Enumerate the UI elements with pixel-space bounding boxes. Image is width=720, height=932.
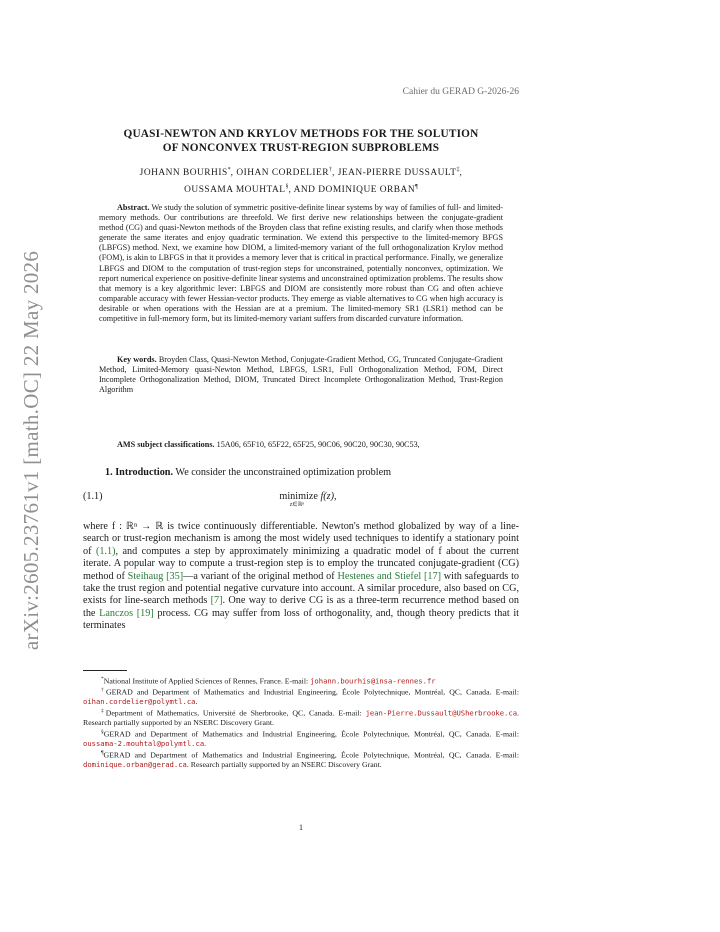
keywords: [83, 355, 519, 395]
author-mark: §: [285, 184, 289, 191]
author-and: AND: [293, 185, 316, 196]
author-mark: *: [227, 167, 231, 173]
footnote-text: GERAD and Department of Mathematics and Industrial Engineering, École Polytechnique, Montréal, QC, Canada. E-mail:: [105, 687, 520, 697]
footnote-mark: †: [101, 687, 106, 694]
paper-title: [83, 127, 519, 155]
footnotes: [83, 675, 519, 769]
abstract-text: We study the solution of symmetric positive-definite linear systems by way of families of full- and limited-memory methods. Our contributions are threefold. We first derive new relationships between the conjugate-gradient method (CG) and quasi-Newton methods of the Broyden class that refine existing results, and clarify when those methods generate the same iterates and enjoy quadratic termination. We extend this perspective to the limited-memory BFGS (LBFGS) method. Next, we examine how DIOM, a limited-memory variant of the full orthogonalization Krylov method (FOM), is akin to LBFGS in that it provides a memory lever that is critical in practical performance. Finally, we generalize LBFGS and DIOM to the computation of trust-region steps for unconstrained, potentially nonconvex, optimization. We report numerical experience on positive-definite linear systems and unconstrained optimization problems. The results show that memory is a key algorithmic lever: LBFGS and DIOM are consistently more robust than CG and often achieve comparable accuracy with fewer Hessian-vector products. They emerge as viable alternatives to CG when high accuracy is desirable or when operations with the Hessian are at a premium. The limited-memory SR1 (LSR1) method can be competitive in full-memory form, but its limited-memory variant suffers from discarded curvature information.: [99, 203, 504, 324]
ams-label: AMS subject classifications.: [117, 440, 215, 449]
citation-link-hestenes[interactable]: Hestenes and Stiefel: [337, 570, 422, 582]
footnote-text: . Research partially supported by an NSERC Discovery Grant.: [83, 708, 519, 728]
abstract: [83, 203, 519, 324]
citation-link-17[interactable]: [17]: [423, 570, 441, 582]
citation-link-7[interactable]: [7]: [210, 595, 223, 607]
author-name: JOHANN BOURHIS: [139, 168, 228, 179]
citation-link-lanczos[interactable]: Lanczos: [99, 607, 134, 619]
footnote-mark: ‡: [101, 707, 106, 714]
email-link[interactable]: oussama-2.mouhtal@polymtl.ca: [83, 738, 205, 748]
ams-text: 15A06, 65F10, 65F22, 65F25, 90C06, 90C20, 90C30, 90C53,: [216, 440, 420, 449]
section-heading: 1. Introduction.: [105, 467, 174, 478]
email-link[interactable]: oihan.cordelier@polymtl.ca: [83, 697, 196, 707]
footnote-5: [83, 749, 519, 770]
body-text: with safeguards to take the trust region and potential negative curvature into account. A similar procedure, also based on CG, exists for line-search methods: [83, 570, 519, 607]
intro-heading-line: [83, 467, 519, 479]
arxiv-id: arXiv:2605.23761v1 [math.OC] 22 May 2026: [19, 250, 44, 650]
body-text: —a variant of the original method of: [183, 570, 338, 582]
body-text: . One way to derive CG is as a three-term recurrence method based on the: [83, 595, 519, 619]
body-text: where f : ℝⁿ → ℝ is twice continuously differentiable. Newton's method globalized by way of a line-search or trust-region mechanism is among the most widely used techniques to identify a stationary point of: [83, 521, 519, 557]
series-header: Cahier du GERAD G-2026-26: [402, 87, 519, 97]
body-text: process. CG may suffer from loss of orthogonality, and, though theory predicts that it terminates: [83, 607, 519, 632]
footnote-text: . Research partially supported by an NSERC Discovery Grant.: [186, 759, 382, 769]
author-mark: ‡: [456, 167, 460, 173]
email-link[interactable]: jean-Pierre.Dussault@USherbrooke.ca: [365, 708, 518, 718]
equation-reference-link[interactable]: (1.1): [95, 545, 116, 557]
footnote-4: [83, 728, 519, 749]
footnote-text: .: [195, 697, 198, 707]
citation-link-steihaug[interactable]: Steihaug: [127, 570, 164, 582]
author-mark: ¶: [415, 184, 418, 191]
arxiv-sidebar-stamp: [18, 240, 46, 660]
abstract-label: Abstract.: [117, 203, 150, 212]
title-line-2: OF NONCONVEX TRUST-REGION SUBPROBLEMS: [162, 142, 440, 155]
footnote-mark: §: [101, 728, 104, 735]
author-name: OUSSAMA MOUHTAL: [184, 185, 286, 196]
footnote-mark: ¶: [101, 749, 104, 756]
ams-classifications: [83, 440, 519, 450]
equation-subscript: z∈ℝⁿ: [289, 502, 305, 508]
footnote-text: GERAD and Department of Mathematics and Industrial Engineering, École Polytechnique, Montréal, QC, Canada. E-mail:: [103, 750, 519, 760]
equation-objective: f(z),: [320, 491, 337, 502]
intro-lead: We consider the unconstrained optimization problem: [175, 467, 392, 478]
footnote-text: .: [204, 738, 207, 748]
footnote-3: [83, 707, 519, 728]
author-name: OIHAN CORDELIER: [236, 168, 330, 179]
body-text: , and computes a step by approximately minimizing a quadratic model of f about the current iterate. A popular way to compute a trust-region step is to employ the truncated conjugate-gradient (CG) method of: [83, 545, 519, 582]
citation-link-35[interactable]: [35]: [166, 570, 184, 582]
author-list: JOHANN BOURHIS*, OIHAN CORDELIER†, JEAN-PIERRE DUSSAULT‡, OUSSAMA MOUHTAL§, AND DOMINIQUE ORBAN¶: [139, 167, 463, 196]
email-link[interactable]: dominique.orban@gerad.ca: [83, 759, 187, 769]
author-name: JEAN-PIERRE DUSSAULT: [337, 168, 457, 179]
footnote-text: National Institute of Applied Sciences of Rennes, France. E-mail:: [103, 676, 311, 686]
footnote-mark: *: [101, 676, 104, 682]
footnote-text: Department of Mathematics, Université de Sherbrooke, QC, Canada. E-mail:: [105, 708, 366, 718]
intro-paragraph: [83, 521, 519, 633]
footnote-text: GERAD and Department of Mathematics and Industrial Engineering, École Polytechnique, Montréal, QC, Canada. E-mail:: [103, 729, 519, 739]
equation-operator: minimize: [279, 491, 318, 502]
equation-body: [263, 491, 353, 508]
author-mark: †: [329, 167, 333, 173]
keywords-label: Key words.: [117, 355, 157, 364]
equation-number: (1.1): [83, 491, 103, 502]
equation-1-1: [83, 490, 519, 516]
footnote-2: [83, 686, 519, 707]
author-name: DOMINIQUE ORBAN: [318, 185, 416, 196]
email-link[interactable]: johann.bourhis@insa-rennes.fr: [310, 676, 436, 686]
citation-link-19[interactable]: [19]: [136, 607, 154, 619]
page-number: 1: [299, 823, 303, 832]
keywords-text: Broyden Class, Quasi-Newton Method, Conjugate-Gradient Method, CG, Truncated Conjugate-Gradient Method, Limited-Memory quasi-Newton Method, LBFGS, LSR1, Full Orthogonalization Method, FOM, Direct Incomplete Orthogonalization Method, DIOM, Truncated Direct Incomplete Orthogonalization Method, Trust-Region Algorithm: [99, 355, 503, 395]
footnote-1: [83, 675, 519, 686]
title-line-1: QUASI-NEWTON AND KRYLOV METHODS FOR THE SOLUTION: [123, 128, 479, 140]
footnote-rule: [83, 670, 127, 671]
